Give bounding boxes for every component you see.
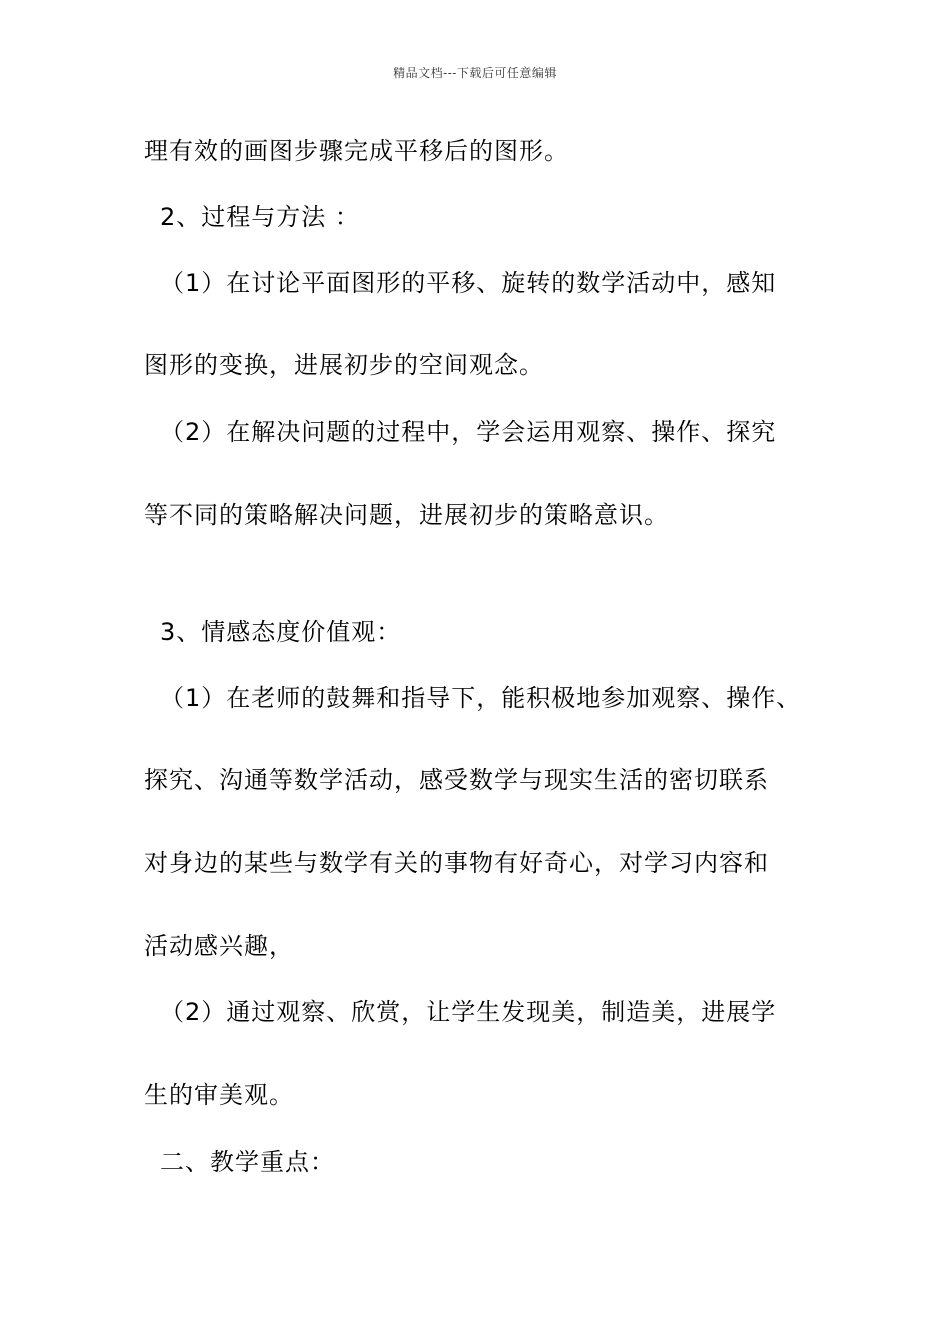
paragraph-line: 图形的变换，进展初步的空间观念。 bbox=[144, 351, 544, 379]
paragraph-line: （1）在讨论平面图形的平移、旋转的数学活动中，感知 bbox=[160, 269, 777, 297]
page-header: 精品文档---下载后可任意编辑 bbox=[393, 66, 557, 80]
paragraph-line: 等不同的策略解决问题，进展初步的策略意识。 bbox=[144, 501, 669, 529]
paragraph-line: （2）在解决问题的过程中，学会运用观察、操作、探究 bbox=[160, 418, 777, 446]
section-heading: 二、教学重点： bbox=[160, 1148, 335, 1176]
paragraph-line: （1）在老师的鼓舞和指导下，能积极地参加观察、操作、 bbox=[160, 684, 802, 712]
paragraph-line: （2）通过观察、欣赏，让学生发现美，制造美，进展学 bbox=[160, 998, 777, 1026]
paragraph-line: 探究、沟通等数学活动，感受数学与现实生活的密切联系 bbox=[144, 766, 769, 794]
section-heading: 2、过程与方法 ： bbox=[160, 203, 360, 231]
paragraph-line: 对身边的某些与数学有关的事物有好奇心，对学习内容和 bbox=[144, 849, 769, 877]
paragraph-line: 活动感兴趣， bbox=[144, 932, 294, 960]
section-heading: 3、情感态度价值观： bbox=[160, 618, 402, 646]
paragraph-line: 理有效的画图步骤完成平移后的图形。 bbox=[144, 137, 569, 165]
paragraph-line: 生的审美观。 bbox=[144, 1081, 294, 1109]
